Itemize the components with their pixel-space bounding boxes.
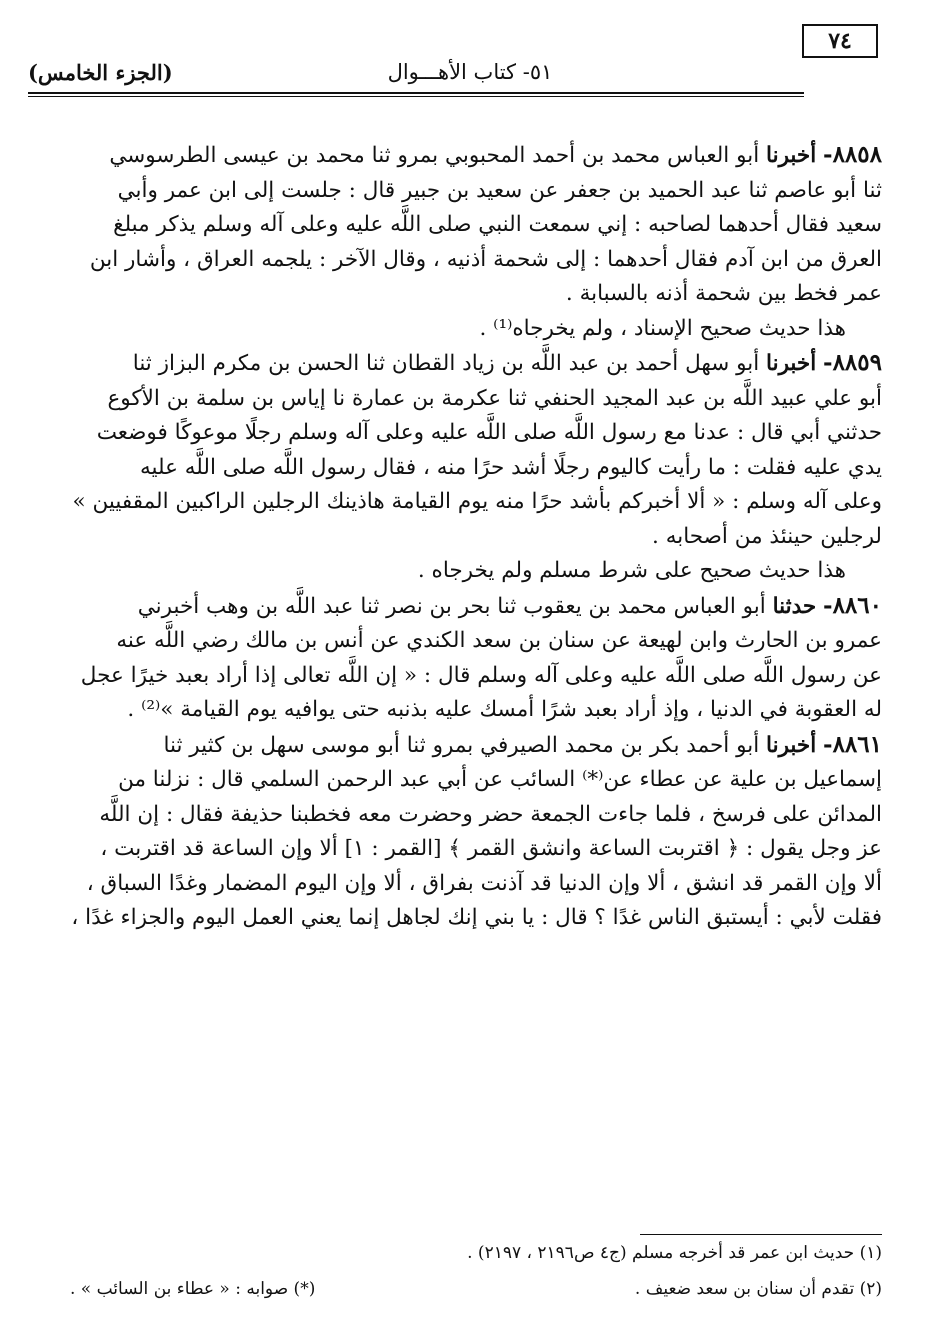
text-line: يدي عليه فقلت : ما رأيت كاليوم رجلًا أشد حرًا منه ، فقال رسول اللَّه صلى اللَّه عليه xyxy=(139,454,882,480)
text-line: عمر فخط بين شحمة أذنه بالسبابة . xyxy=(565,281,882,306)
text-line: أبو العباس محمد بن يعقوب ثنا بحر بن نصر ثنا عبد اللَّه بن وهب أخبرني xyxy=(137,593,766,619)
text-line: أبو العباس محمد بن أحمد المحبوبي بمرو ثنا محمد بن عيسى الطرسوسي xyxy=(109,143,760,168)
text-line: عن رسول اللَّه صلى اللَّه عليه وعلى آله وسلم قال : « إن اللَّه تعالى إذا أراد بعبد خيرًا عجل xyxy=(80,662,882,688)
hadith-number: ٨٨٦١- xyxy=(823,730,882,758)
hadith-number: ٨٨٥٩- xyxy=(823,349,882,376)
footnote-star: (*) صوابه : « عطاء بن السائب » . xyxy=(70,1279,316,1299)
volume-label: (الجزء الخامس) xyxy=(28,60,173,85)
text-line: فقلت لأبي : أيستبق الناس غدًا ؟ قال : يا بني إنك لجاهل إنما يعني العمل اليوم والجزاء غدًا ، xyxy=(71,905,882,930)
text-line: وعلى آله وسلم : « ألا أخبركم بأشد حرًا منه يوم القيامة هاذينك الرجلين الراكبين المقفيين » xyxy=(72,489,882,514)
footnote-2: (٢) تقدم أن سنان بن سعد ضعيف . xyxy=(634,1279,882,1299)
running-header xyxy=(28,58,912,96)
header-rule-thin xyxy=(28,96,804,97)
hadith-8858-line-1 xyxy=(50,138,882,174)
hadith-lead: أخبرنا xyxy=(766,143,817,168)
text-line: العرق من ابن آدم فقال أحدهما : إلى شحمة أذنيه ، وقال الآخر : يلجمه العراق ، وأشار ابن xyxy=(89,246,882,272)
hadith-8860-line-1 xyxy=(50,589,882,625)
footnote-rule xyxy=(640,1234,882,1235)
page-number: ٧٤ xyxy=(802,24,878,58)
text-line: له العقوبة في الدنيا ، وإذ أراد بعبد شرًا أمسك عليه بذنبه حتى يوافيه يوم القيامة »⁽²⁾ . xyxy=(127,697,882,722)
text-line: لرجلين حينئذ من أصحابه . xyxy=(652,523,882,549)
chapter-title: ٥١- كتاب الأهـــوال xyxy=(387,60,553,84)
verdict-line: هذا حديث صحيح على شرط مسلم ولم يخرجاه . xyxy=(417,558,846,583)
text-line: حدثني أبي قال : عدنا مع رسول اللَّه صلى اللَّه عليه وعلى آله وسلم رجلًا موعوكًا فوضعت xyxy=(96,420,882,445)
text-line: عمرو بن الحارث وابن لهيعة عن سنان بن سعد الكندي عن أنس بن مالك رضي اللَّه عنه xyxy=(116,628,882,653)
hadith-number: ٨٨٥٨- xyxy=(823,141,882,168)
footnote-1: (١) حديث ابن عمر قد أخرجه مسلم (ج٤ ص٢١٩٦ ، ٢١٩٧) . xyxy=(467,1243,882,1263)
hadith-8859-line-1 xyxy=(50,346,882,382)
hadith-number: ٨٨٦٠- xyxy=(823,591,882,619)
text-line: ألا وإن القمر قد انشق ، ألا وإن الدنيا قد آذنت بفراق ، ألا وإن اليوم المضمار وغدًا السباق ، xyxy=(86,870,882,896)
text-line: ثنا أبو عاصم ثنا عبد الحميد بن جعفر عن سعيد بن جبير قال : جلست إلى ابن عمر وأبي xyxy=(117,177,882,203)
text-line: المدائن على فرسخ ، فلما جاءت الجمعة حضر وحضرت معه فخطبنا حذيفة فقال : إن اللَّه xyxy=(99,801,882,827)
text-line: أبو سهل أحمد بن عبد اللَّه بن زياد القطان ثنا الحسن بن مكرم البزاز ثنا xyxy=(132,351,760,376)
text-line: أبو علي عبيد اللَّه بن عبد المجيد الحنفي ثنا عكرمة بن عمارة نا إياس بن سلمة بن الأكوع xyxy=(107,385,882,411)
text-line: أبو أحمد بكر بن محمد الصيرفي بمرو ثنا أبو موسى سهل بن كثير ثنا xyxy=(163,732,760,758)
verdict-line: هذا حديث صحيح الإسناد ، ولم يخرجاه⁽¹⁾ . xyxy=(479,315,846,341)
hadith-lead: أخبرنا xyxy=(766,351,817,376)
hadith-lead: أخبرنا xyxy=(766,732,817,758)
header-rule xyxy=(28,92,804,94)
hadith-lead: حدثنا xyxy=(772,593,817,619)
text-line: إسماعيل بن علية عن عطاء عن⁽*⁾ السائب عن أبي عبد الرحمن السلمي قال : نزلنا من xyxy=(118,767,882,792)
text-line: عز وجل يقول : ﴿ اقتربت الساعة وانشق القمر ﴾ [القمر : ١] ألا وإن الساعة قد اقتربت ، xyxy=(100,836,882,861)
main-text xyxy=(50,138,882,936)
text-line: سعيد فقال أحدهما لصاحبه : إني سمعت النبي صلى اللَّه عليه وعلى آله وسلم يذكر مبلغ xyxy=(113,212,882,237)
hadith-8861-line-1 xyxy=(50,728,882,764)
